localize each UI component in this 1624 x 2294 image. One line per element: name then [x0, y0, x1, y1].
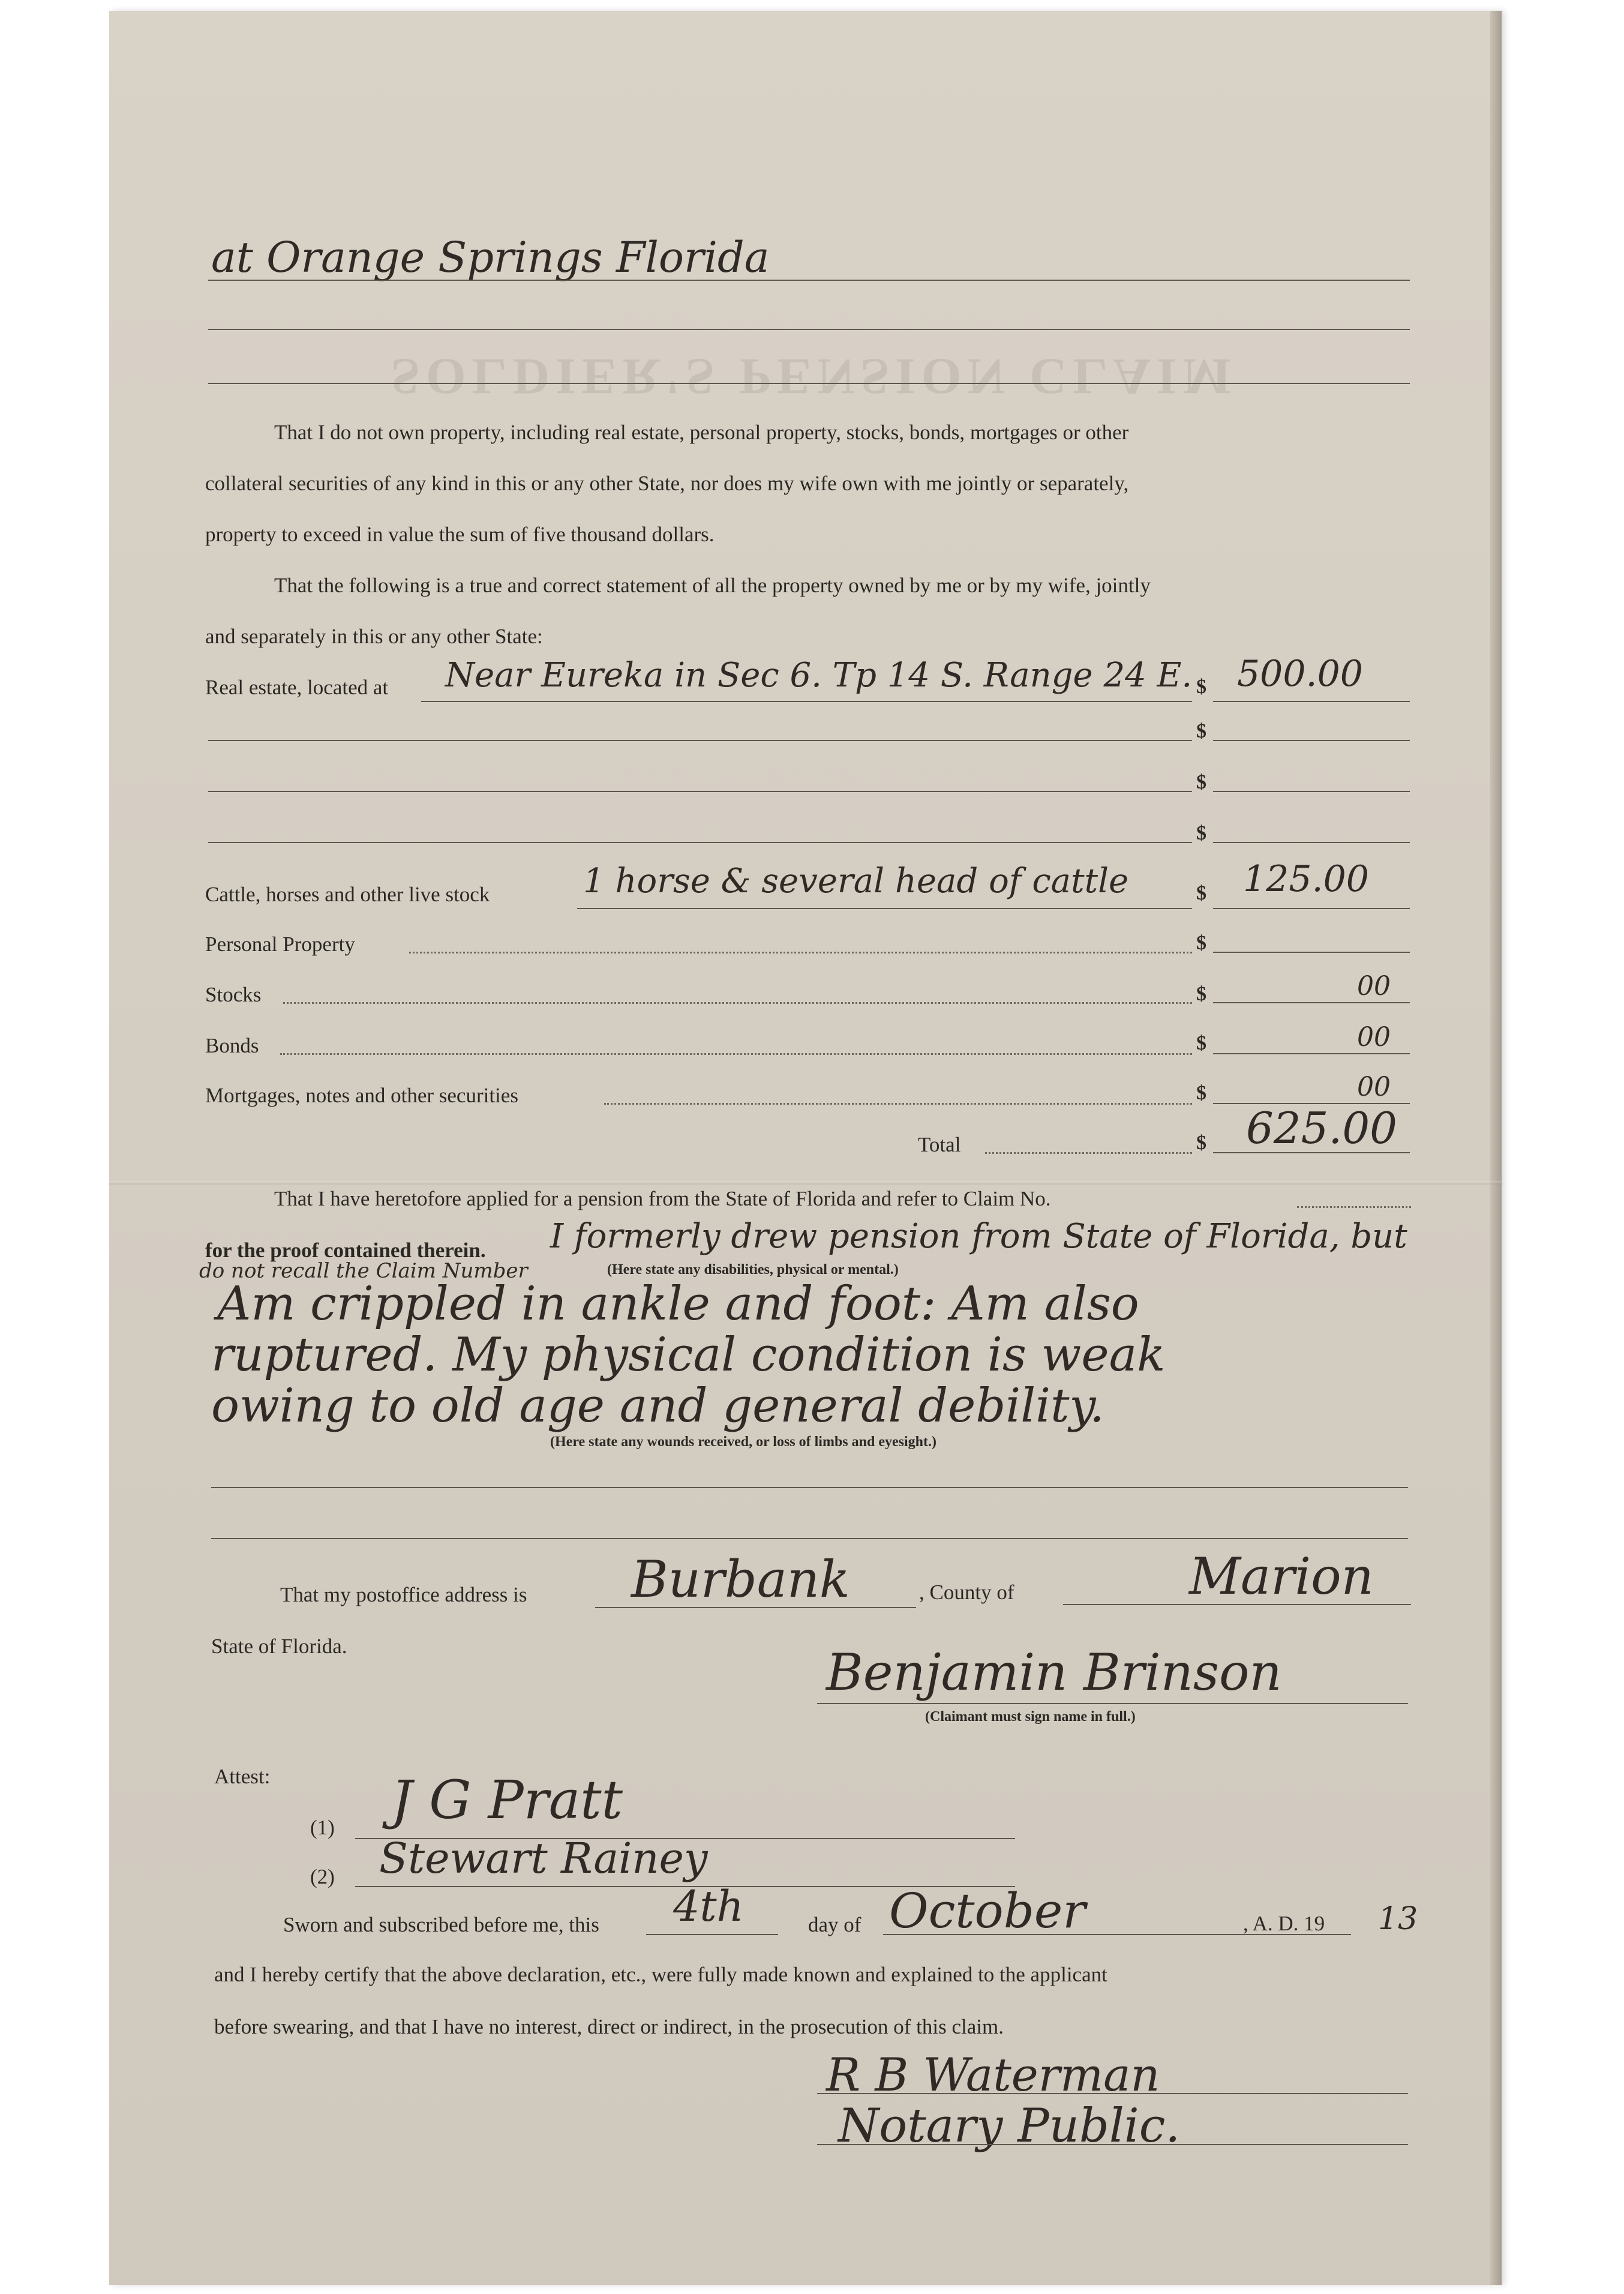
- witness-2-signature: Stewart Rainey: [379, 1834, 708, 1883]
- blank-value-rule-1: [1213, 740, 1410, 741]
- para-no-property-line-3: property to exceed in value the sum of five thousand dollars.: [205, 523, 715, 546]
- stocks-leader: [283, 1002, 1192, 1004]
- total-value-rule: [1213, 1152, 1410, 1153]
- notary-signature-rule: [817, 2093, 1408, 2094]
- claimant-caption: (Claimant must sign name in full.): [925, 1709, 1136, 1725]
- notary-title: Notary Public.: [838, 2099, 1181, 2153]
- notary-signature: R B Waterman: [826, 2048, 1160, 2101]
- livestock-description: 1 horse & several head of cattle: [583, 862, 1129, 901]
- attest-label: Attest:: [214, 1765, 271, 1788]
- proof-handwriting-1: I formerly drew pension from State of Florida, but: [550, 1217, 1407, 1256]
- witness-1-number: (1): [310, 1816, 335, 1839]
- sworn-day-of: day of: [808, 1913, 861, 1936]
- rule-1: [208, 280, 1410, 281]
- personal-property-label: Personal Property: [205, 932, 355, 956]
- blank-dollar-2: $: [1196, 771, 1206, 793]
- livestock-value-rule: [1213, 908, 1410, 909]
- certify-line-2: before swearing, and that I have no interest, direct or indirect, in the prosecution of this claim.: [214, 2015, 1004, 2038]
- rule-3: [208, 383, 1410, 384]
- real-estate-value: 500.00: [1237, 653, 1363, 695]
- certify-line-1: and I hereby certify that the above declaration, etc., were fully made known and explained to the applicant: [214, 1963, 1107, 1986]
- sworn-ad: , A. D. 19: [1243, 1912, 1325, 1935]
- real-estate-blank-rule-1: [208, 740, 1192, 741]
- livestock-rule: [577, 908, 1192, 909]
- blank-dollar-1: $: [1196, 720, 1206, 742]
- total-value: 625.00: [1246, 1103, 1397, 1153]
- real-estate-value-rule: [1213, 701, 1410, 702]
- disabilities-line-3: owing to old age and general debility.: [211, 1379, 1104, 1433]
- livestock-value: 125.00: [1243, 858, 1369, 900]
- bonds-dollar: $: [1196, 1032, 1206, 1054]
- bonds-value-rule: [1213, 1053, 1410, 1054]
- claimant-signature: Benjamin Brinson: [826, 1643, 1282, 1702]
- wounds-rule-2: [211, 1538, 1408, 1539]
- total-label: Total: [918, 1133, 961, 1156]
- real-estate-blank-rule-3: [208, 842, 1192, 843]
- pension-form-page: [109, 11, 1501, 2285]
- postoffice-rule: [595, 1607, 916, 1608]
- blank-value-rule-3: [1213, 842, 1410, 843]
- total-dollar: $: [1196, 1132, 1206, 1154]
- county-rule: [1063, 1604, 1411, 1605]
- sworn-day-rule: [646, 1934, 778, 1935]
- rule-2: [208, 329, 1410, 330]
- proof-label: for the proof contained therein.: [205, 1239, 486, 1262]
- real-estate-description: Near Eureka in Sec 6. Tp 14 S. Range 24 E.: [445, 656, 1193, 695]
- claim-line: That I have heretofore applied for a pension from the State of Florida and refer to Claim No.: [274, 1187, 1051, 1210]
- livestock-label: Cattle, horses and other live stock: [205, 883, 490, 906]
- para-no-property-line-2: collateral securities of any kind in this or any other State, nor does my wife own with me jointly or separately,: [205, 472, 1129, 495]
- bonds-value: 00: [1357, 1022, 1391, 1052]
- bleed-through-title: SOLDIER'S PENSION CLAIM: [391, 348, 1238, 406]
- wounds-rule-1: [211, 1487, 1408, 1488]
- real-estate-label: Real estate, located at: [205, 676, 389, 699]
- wounds-caption: (Here state any wounds received, or loss of limbs and eyesight.): [550, 1434, 936, 1450]
- para-statement-line-2: and separately in this or any other State:: [205, 625, 543, 648]
- postoffice-label: That my postoffice address is: [280, 1583, 527, 1606]
- county-value: Marion: [1189, 1547, 1374, 1606]
- stocks-dollar: $: [1196, 983, 1206, 1005]
- real-estate-blank-rule-2: [208, 791, 1192, 792]
- disabilities-line-2: ruptured. My physical condition is weak: [211, 1328, 1166, 1382]
- witness-2-number: (2): [310, 1865, 335, 1888]
- residence-handwriting: at Orange Springs Florida: [211, 233, 770, 282]
- stocks-label: Stocks: [205, 983, 262, 1006]
- disabilities-line-1: Am crippled in ankle and foot: Am also: [217, 1277, 1139, 1331]
- total-leader: [985, 1152, 1192, 1154]
- real-estate-rule: [421, 701, 1192, 702]
- personal-dollar: $: [1196, 932, 1206, 954]
- personal-property-leader: [409, 952, 1192, 953]
- county-label: , County of: [919, 1581, 1014, 1604]
- mortgages-leader: [604, 1103, 1192, 1105]
- sworn-month: October: [889, 1883, 1086, 1939]
- sworn-day: 4th: [673, 1882, 744, 1931]
- proof-handwriting-2: do not recall the Claim Number: [199, 1259, 528, 1283]
- postoffice-value: Burbank: [631, 1550, 850, 1609]
- mortgages-dollar: $: [1196, 1082, 1206, 1104]
- bonds-label: Bonds: [205, 1034, 259, 1057]
- bonds-leader: [280, 1053, 1192, 1055]
- personal-value-rule: [1213, 952, 1410, 953]
- claim-number-leader: [1297, 1206, 1411, 1208]
- disabilities-caption: (Here state any disabilities, physical or mental.): [607, 1262, 899, 1278]
- paper-fold: [109, 1181, 1501, 1185]
- claimant-signature-rule: [817, 1703, 1408, 1704]
- stocks-value-rule: [1213, 1002, 1410, 1003]
- real-estate-dollar: $: [1196, 676, 1206, 698]
- stocks-value: 00: [1357, 971, 1391, 1001]
- blank-dollar-3: $: [1196, 822, 1206, 844]
- witness-1-signature: J G Pratt: [391, 1769, 623, 1831]
- para-statement-line-1: That the following is a true and correct statement of all the property owned by me or by my wife, jointly: [274, 574, 1151, 597]
- notary-title-rule: [817, 2144, 1408, 2145]
- mortgages-label: Mortgages, notes and other securities: [205, 1084, 518, 1107]
- sworn-prefix: Sworn and subscribed before me, this: [283, 1913, 599, 1936]
- paper-edge: [1490, 11, 1501, 2285]
- state-label: State of Florida.: [211, 1635, 347, 1658]
- para-no-property-line-1: That I do not own property, including real estate, personal property, stocks, bonds, mortgages or other: [274, 421, 1129, 444]
- livestock-dollar: $: [1196, 882, 1206, 904]
- mortgages-value: 00: [1357, 1072, 1391, 1102]
- sworn-year: 13: [1378, 1901, 1418, 1937]
- blank-value-rule-2: [1213, 791, 1410, 792]
